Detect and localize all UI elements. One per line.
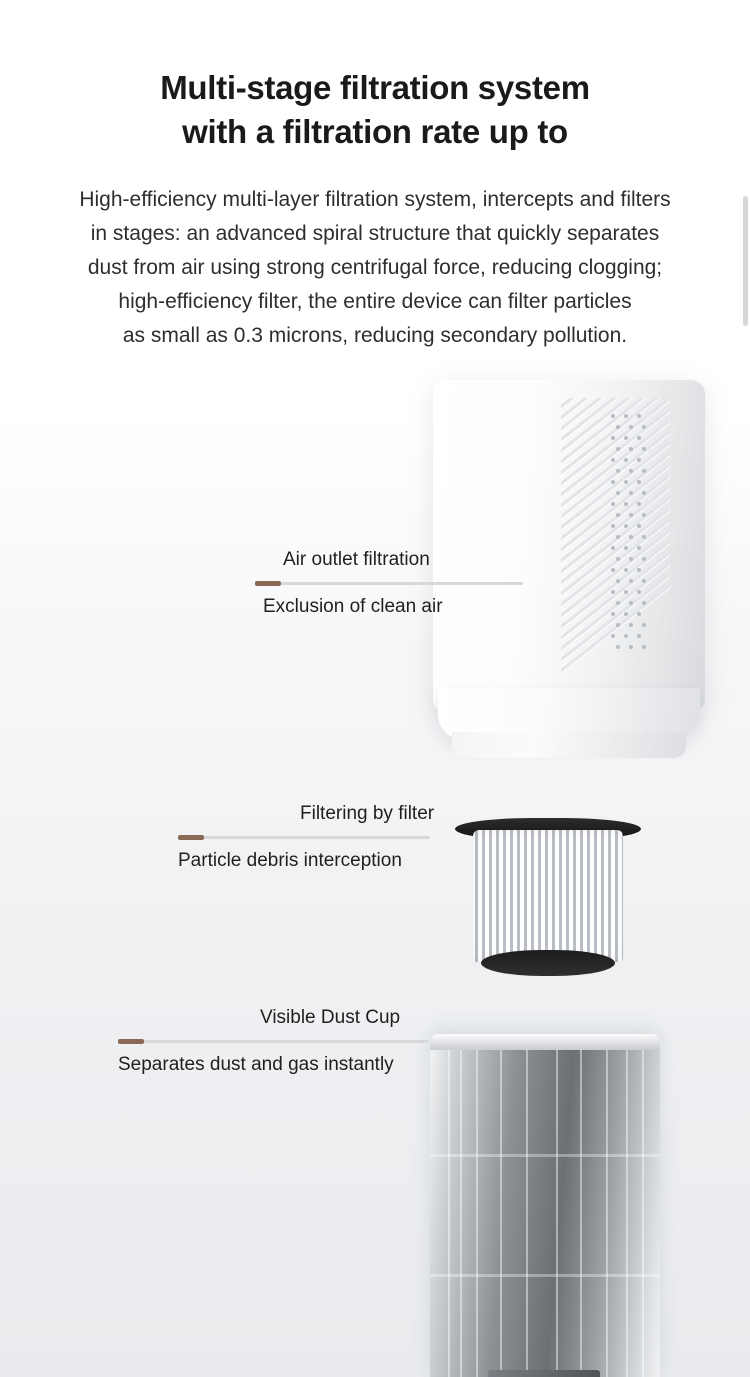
vent-dot <box>611 414 615 418</box>
vent-dot <box>624 634 628 638</box>
description-line-4: high-efficiency filter, the entire device can filter particles <box>118 290 632 314</box>
dust-cup-highlight <box>642 1050 644 1377</box>
callout-title: Visible Dust Cup <box>260 1007 401 1028</box>
callout-divider <box>118 1040 428 1043</box>
vent-dot <box>624 612 628 616</box>
vent-dot <box>624 568 628 572</box>
vent-dot <box>637 568 641 572</box>
vent-dot <box>642 469 646 473</box>
description-line-1: High-efficiency multi-layer filtration system, intercepts and filters <box>79 188 671 211</box>
vent-dot <box>624 546 628 550</box>
dust-cup-highlight <box>448 1050 450 1377</box>
vent-dot <box>616 425 620 429</box>
vent-dot <box>637 612 641 616</box>
vent-dot <box>629 623 633 627</box>
dust-cup-image <box>430 1034 660 1377</box>
callout-filtering-by-filter <box>178 802 435 873</box>
vent-dot <box>616 535 620 539</box>
page-title <box>0 66 750 153</box>
vent-dot <box>642 579 646 583</box>
vent-dot <box>624 458 628 462</box>
vent-dot <box>637 590 641 594</box>
dust-cup-highlight <box>556 1050 558 1377</box>
vent-dot <box>616 579 620 583</box>
description-paragraph <box>0 183 750 353</box>
filter-pleats <box>473 830 623 962</box>
vent-dot <box>642 557 646 561</box>
vent-dot <box>642 491 646 495</box>
vent-dot <box>616 645 620 649</box>
vent-dot <box>629 469 633 473</box>
vent-dot <box>629 447 633 451</box>
dust-cup-highlight <box>606 1050 608 1377</box>
dust-cup-band <box>430 1274 660 1277</box>
vent-dot <box>629 579 633 583</box>
vacuum-body-image <box>433 380 705 710</box>
vent-dot <box>629 601 633 605</box>
vent-dot <box>629 513 633 517</box>
callout-accent-marker <box>255 581 281 586</box>
vent-dot <box>616 491 620 495</box>
vent-dot <box>642 425 646 429</box>
vent-dot <box>624 436 628 440</box>
vent-dot <box>629 425 633 429</box>
dust-cup-highlight <box>500 1050 502 1377</box>
vent-dot <box>624 590 628 594</box>
vent-dot <box>616 601 620 605</box>
vent-dot <box>616 469 620 473</box>
vent-dot <box>611 502 615 506</box>
callout-title: Air outlet filtration <box>283 549 430 570</box>
vent-dot <box>611 480 615 484</box>
callout-subtitle: Separates dust and gas instantly <box>118 1053 394 1075</box>
vent-dot <box>629 557 633 561</box>
vent-dot <box>611 612 615 616</box>
callout-divider <box>178 836 430 839</box>
dust-cup-rim <box>430 1034 660 1050</box>
dust-cup-band <box>430 1154 660 1157</box>
description-line-5: as small as 0.3 microns, reducing secondary pollution. <box>122 324 628 348</box>
dust-cup-highlight <box>476 1050 478 1377</box>
vent-dot <box>637 436 641 440</box>
vent-dot <box>611 546 615 550</box>
description-line-2: in stages: an advanced spiral structure that quickly separates <box>90 222 660 246</box>
page-title-line-1: Multi-stage filtration system <box>160 69 590 107</box>
dust-cup-highlight <box>526 1050 528 1377</box>
vacuum-collar-lower <box>452 732 686 758</box>
vent-dot <box>624 524 628 528</box>
vent-dot <box>616 623 620 627</box>
vent-dot <box>611 458 615 462</box>
vent-dot <box>629 491 633 495</box>
callout-divider <box>255 582 523 585</box>
vent-dot <box>642 513 646 517</box>
vent-dot <box>624 502 628 506</box>
vent-dot <box>637 634 641 638</box>
vent-dot <box>642 623 646 627</box>
scrollbar-indicator[interactable] <box>743 196 748 326</box>
vent-dot <box>642 447 646 451</box>
vent-dot <box>629 645 633 649</box>
dust-cup-tip <box>488 1370 600 1377</box>
callout-title: Filtering by filter <box>300 803 435 824</box>
dust-cup-highlight <box>460 1050 462 1377</box>
vent-dot <box>624 480 628 484</box>
callout-visible-dust-cup <box>118 1006 428 1077</box>
vent-dot <box>624 414 628 418</box>
vent-dot <box>637 524 641 528</box>
vent-dot <box>637 458 641 462</box>
dust-cup-highlight <box>626 1050 628 1377</box>
vent-dot <box>642 535 646 539</box>
vent-dot <box>611 436 615 440</box>
vent-dot <box>637 546 641 550</box>
description-line-3: dust from air using strong centrifugal force, reducing clogging; <box>87 256 663 280</box>
vent-dot <box>611 524 615 528</box>
product-illustration <box>0 370 750 1377</box>
callout-subtitle: Particle debris interception <box>178 849 402 871</box>
filter-bottom-cap <box>481 950 615 976</box>
vent-dot <box>637 414 641 418</box>
vent-dot-pattern <box>611 414 655 664</box>
callout-subtitle: Exclusion of clean air <box>263 595 443 617</box>
vent-dot <box>637 502 641 506</box>
vent-dot <box>616 557 620 561</box>
vent-dot <box>629 535 633 539</box>
hepa-filter-image <box>455 818 641 988</box>
vent-dot <box>642 601 646 605</box>
vent-dot <box>611 590 615 594</box>
vent-dot <box>637 480 641 484</box>
vent-dot <box>642 645 646 649</box>
callout-air-outlet-filtration <box>255 548 523 619</box>
vent-dot <box>616 513 620 517</box>
vent-dot <box>616 447 620 451</box>
vent-dot <box>611 634 615 638</box>
dust-cup-highlight <box>580 1050 582 1377</box>
callout-accent-marker <box>178 835 204 840</box>
callout-accent-marker <box>118 1039 144 1044</box>
page-title-line-2: with a filtration rate up to <box>182 112 568 150</box>
vent-dot <box>611 568 615 572</box>
